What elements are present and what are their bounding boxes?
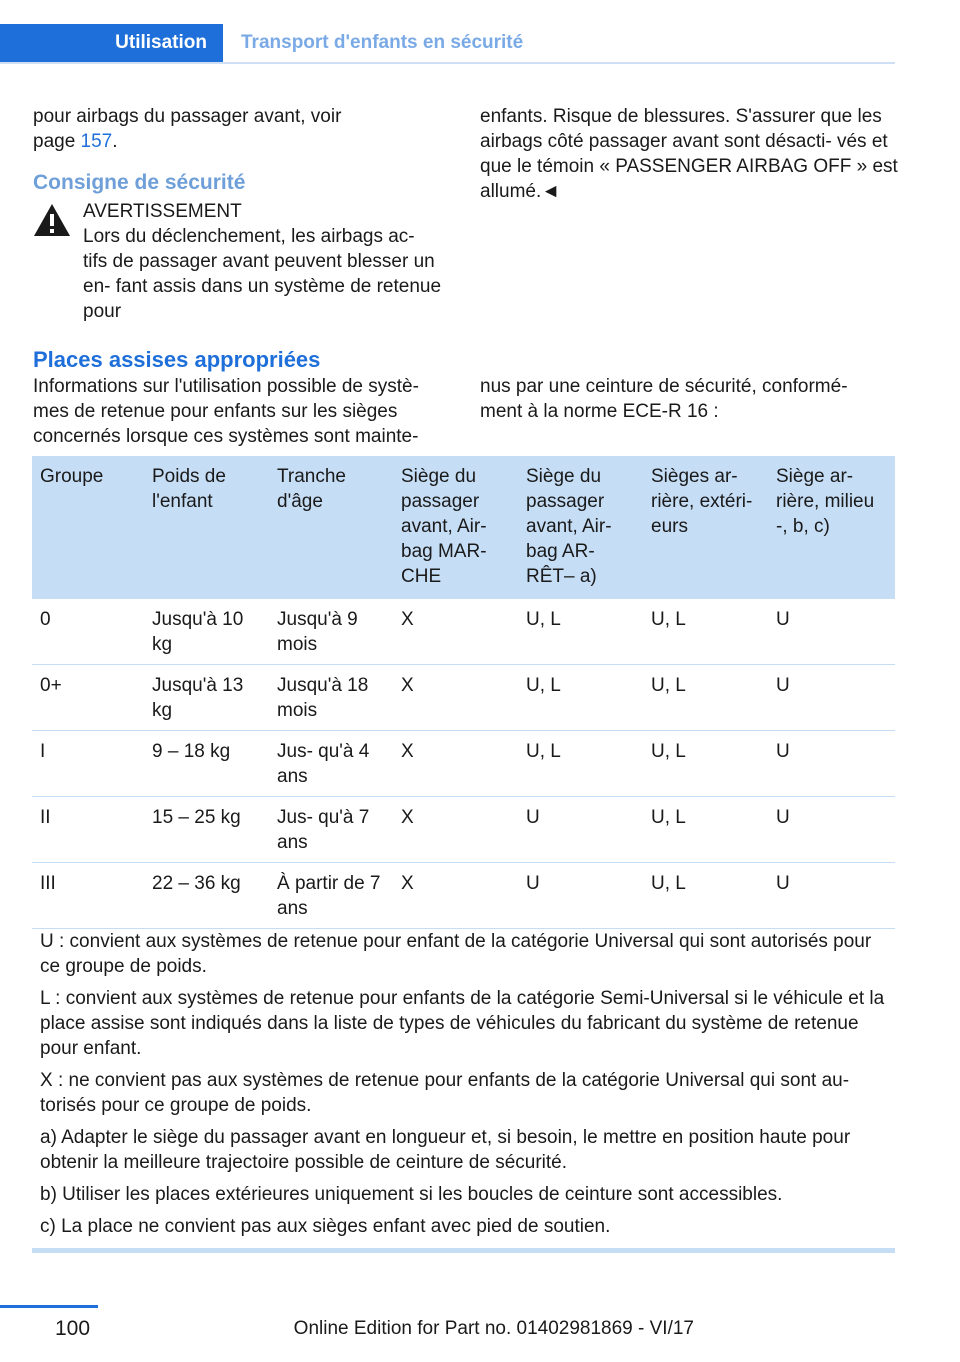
table-row bbox=[32, 599, 895, 665]
page-header bbox=[0, 24, 895, 64]
warning-line-1: Lors du déclenchement, les airbags ac- bbox=[83, 226, 415, 247]
table-cell: X bbox=[393, 863, 518, 929]
table-cell: U bbox=[768, 863, 895, 929]
intro-text-right: nus par une ceinture de sécurité, conformé- ment à la norme ECE-R 16 : bbox=[480, 376, 848, 422]
table-cell: U, L bbox=[643, 863, 768, 929]
table-header-row bbox=[32, 456, 895, 599]
table-cell: U, L bbox=[643, 797, 768, 863]
table-row bbox=[32, 797, 895, 863]
table-row bbox=[32, 731, 895, 797]
table-cell: II bbox=[32, 797, 144, 863]
table-cell: Jusqu'à 18 mois bbox=[269, 665, 393, 731]
table-cell: U bbox=[768, 731, 895, 797]
warning-triangle-icon bbox=[33, 203, 71, 237]
table-cell: U, L bbox=[518, 599, 643, 665]
safety-heading: Consigne de sécurité bbox=[33, 171, 246, 194]
table-cell: Jus- qu'à 4 ans bbox=[269, 731, 393, 797]
table-cell: X bbox=[393, 731, 518, 797]
table-row bbox=[32, 863, 895, 929]
table-cell: U bbox=[518, 797, 643, 863]
table-cell: X bbox=[393, 665, 518, 731]
warning-block bbox=[33, 199, 453, 324]
legend-note-a: a) Adapter le siège du passager avant en longueur et, si besoin, le mettre en position haute pour obtenir la meilleure trajectoire possible de ceinture de sécurité. bbox=[40, 1127, 851, 1173]
table-cell: U, L bbox=[518, 731, 643, 797]
page-link[interactable]: 157 bbox=[80, 131, 113, 152]
table-legend bbox=[40, 929, 890, 1246]
table-cell: X bbox=[393, 599, 518, 665]
table-cell: Jusqu'à 9 mois bbox=[269, 599, 393, 665]
edition-note: Online Edition for Part no. 01402981869 - VI/17 bbox=[293, 1318, 694, 1339]
legend-l: L : convient aux systèmes de retenue pour enfants de la catégorie Semi-Universal si le véhicule et la place assise sont indiqués dans la liste de types de véhicules du fabricant du système de retenue pour enfant. bbox=[40, 988, 885, 1059]
table-end-rule bbox=[32, 1248, 895, 1253]
legend-note-c: c) La place ne convient pas aux sièges enfant avec pied de soutien. bbox=[40, 1216, 611, 1237]
table-cell: U, L bbox=[518, 665, 643, 731]
page-number: 100 bbox=[55, 1317, 91, 1340]
legend-note-b: b) Utiliser les places extérieures uniquement si les boucles de ceinture sont accessibles. bbox=[40, 1184, 783, 1205]
header-rear-outer: Sièges ar- rière, extéri- eurs bbox=[643, 456, 768, 599]
header-front-airbag-off: Siège du passager avant, Air- bag AR- RÊT– a) bbox=[518, 456, 643, 599]
seat-suitability-table bbox=[32, 456, 895, 929]
table-row bbox=[32, 665, 895, 731]
table-cell: 0+ bbox=[32, 665, 144, 731]
table-cell: Jusqu'à 10 kg bbox=[144, 599, 269, 665]
page-number-rule bbox=[0, 1305, 98, 1308]
table-cell: X bbox=[393, 797, 518, 863]
table-cell: 0 bbox=[32, 599, 144, 665]
table-cell: U bbox=[768, 599, 895, 665]
table-cell: Jus- qu'à 7 ans bbox=[269, 797, 393, 863]
warning-continuation: enfants. Risque de blessures. S'assurer que les airbags côté passager avant sont désacti- vés et que le témoin « PASSENGER AIRBAG OFF » est allumé.◄ bbox=[480, 106, 898, 202]
table-cell: U, L bbox=[643, 665, 768, 731]
page-ref-prefix: page bbox=[33, 131, 81, 152]
header-tranche: Tranche d'âge bbox=[269, 456, 393, 599]
table-cell: 22 – 36 kg bbox=[144, 863, 269, 929]
tab-section-title[interactable]: Transport d'enfants en sécurité bbox=[241, 32, 524, 53]
table-cell: U bbox=[768, 665, 895, 731]
continuation-line-1: pour airbags du passager avant, voir bbox=[33, 106, 342, 127]
warning-label: AVERTISSEMENT bbox=[83, 201, 242, 222]
tab-utilisation[interactable]: Utilisation bbox=[0, 24, 223, 62]
table-cell: 15 – 25 kg bbox=[144, 797, 269, 863]
table-cell: U, L bbox=[643, 599, 768, 665]
header-rear-middle: Siège ar- rière, milieu -, b, c) bbox=[768, 456, 895, 599]
table-cell: III bbox=[32, 863, 144, 929]
legend-x: X : ne convient pas aux systèmes de retenue pour enfants de la catégorie Universal qui sont au- torisés pour ce groupe de poids. bbox=[40, 1070, 850, 1116]
table-cell: 9 – 18 kg bbox=[144, 731, 269, 797]
header-groupe: Groupe bbox=[32, 456, 144, 599]
table-cell: U bbox=[768, 797, 895, 863]
intro-text-left: Informations sur l'utilisation possible de systè- mes de retenue pour enfants sur les sièges concernés lorsque ces systèmes sont mainte- bbox=[33, 376, 419, 447]
table-cell: À partir de 7 ans bbox=[269, 863, 393, 929]
table-cell: U, L bbox=[643, 731, 768, 797]
left-column bbox=[33, 104, 453, 324]
page-ref-suffix: . bbox=[112, 131, 118, 152]
header-front-airbag-on: Siège du passager avant, Air- bag MAR- CHE bbox=[393, 456, 518, 599]
continuation-line-2 bbox=[33, 129, 453, 154]
right-column bbox=[480, 104, 900, 204]
warning-text: tifs de passager avant peuvent blesser un en- fant assis dans un système de retenue pour bbox=[83, 251, 442, 322]
header-poids: Poids de l'enfant bbox=[144, 456, 269, 599]
table-cell: I bbox=[32, 731, 144, 797]
section-title: Places assises appropriées bbox=[33, 347, 321, 372]
table-cell: Jusqu'à 13 kg bbox=[144, 665, 269, 731]
table-cell: U bbox=[518, 863, 643, 929]
legend-u: U : convient aux systèmes de retenue pour enfant de la catégorie Universal qui sont autorisés pour ce groupe de poids. bbox=[40, 931, 872, 977]
